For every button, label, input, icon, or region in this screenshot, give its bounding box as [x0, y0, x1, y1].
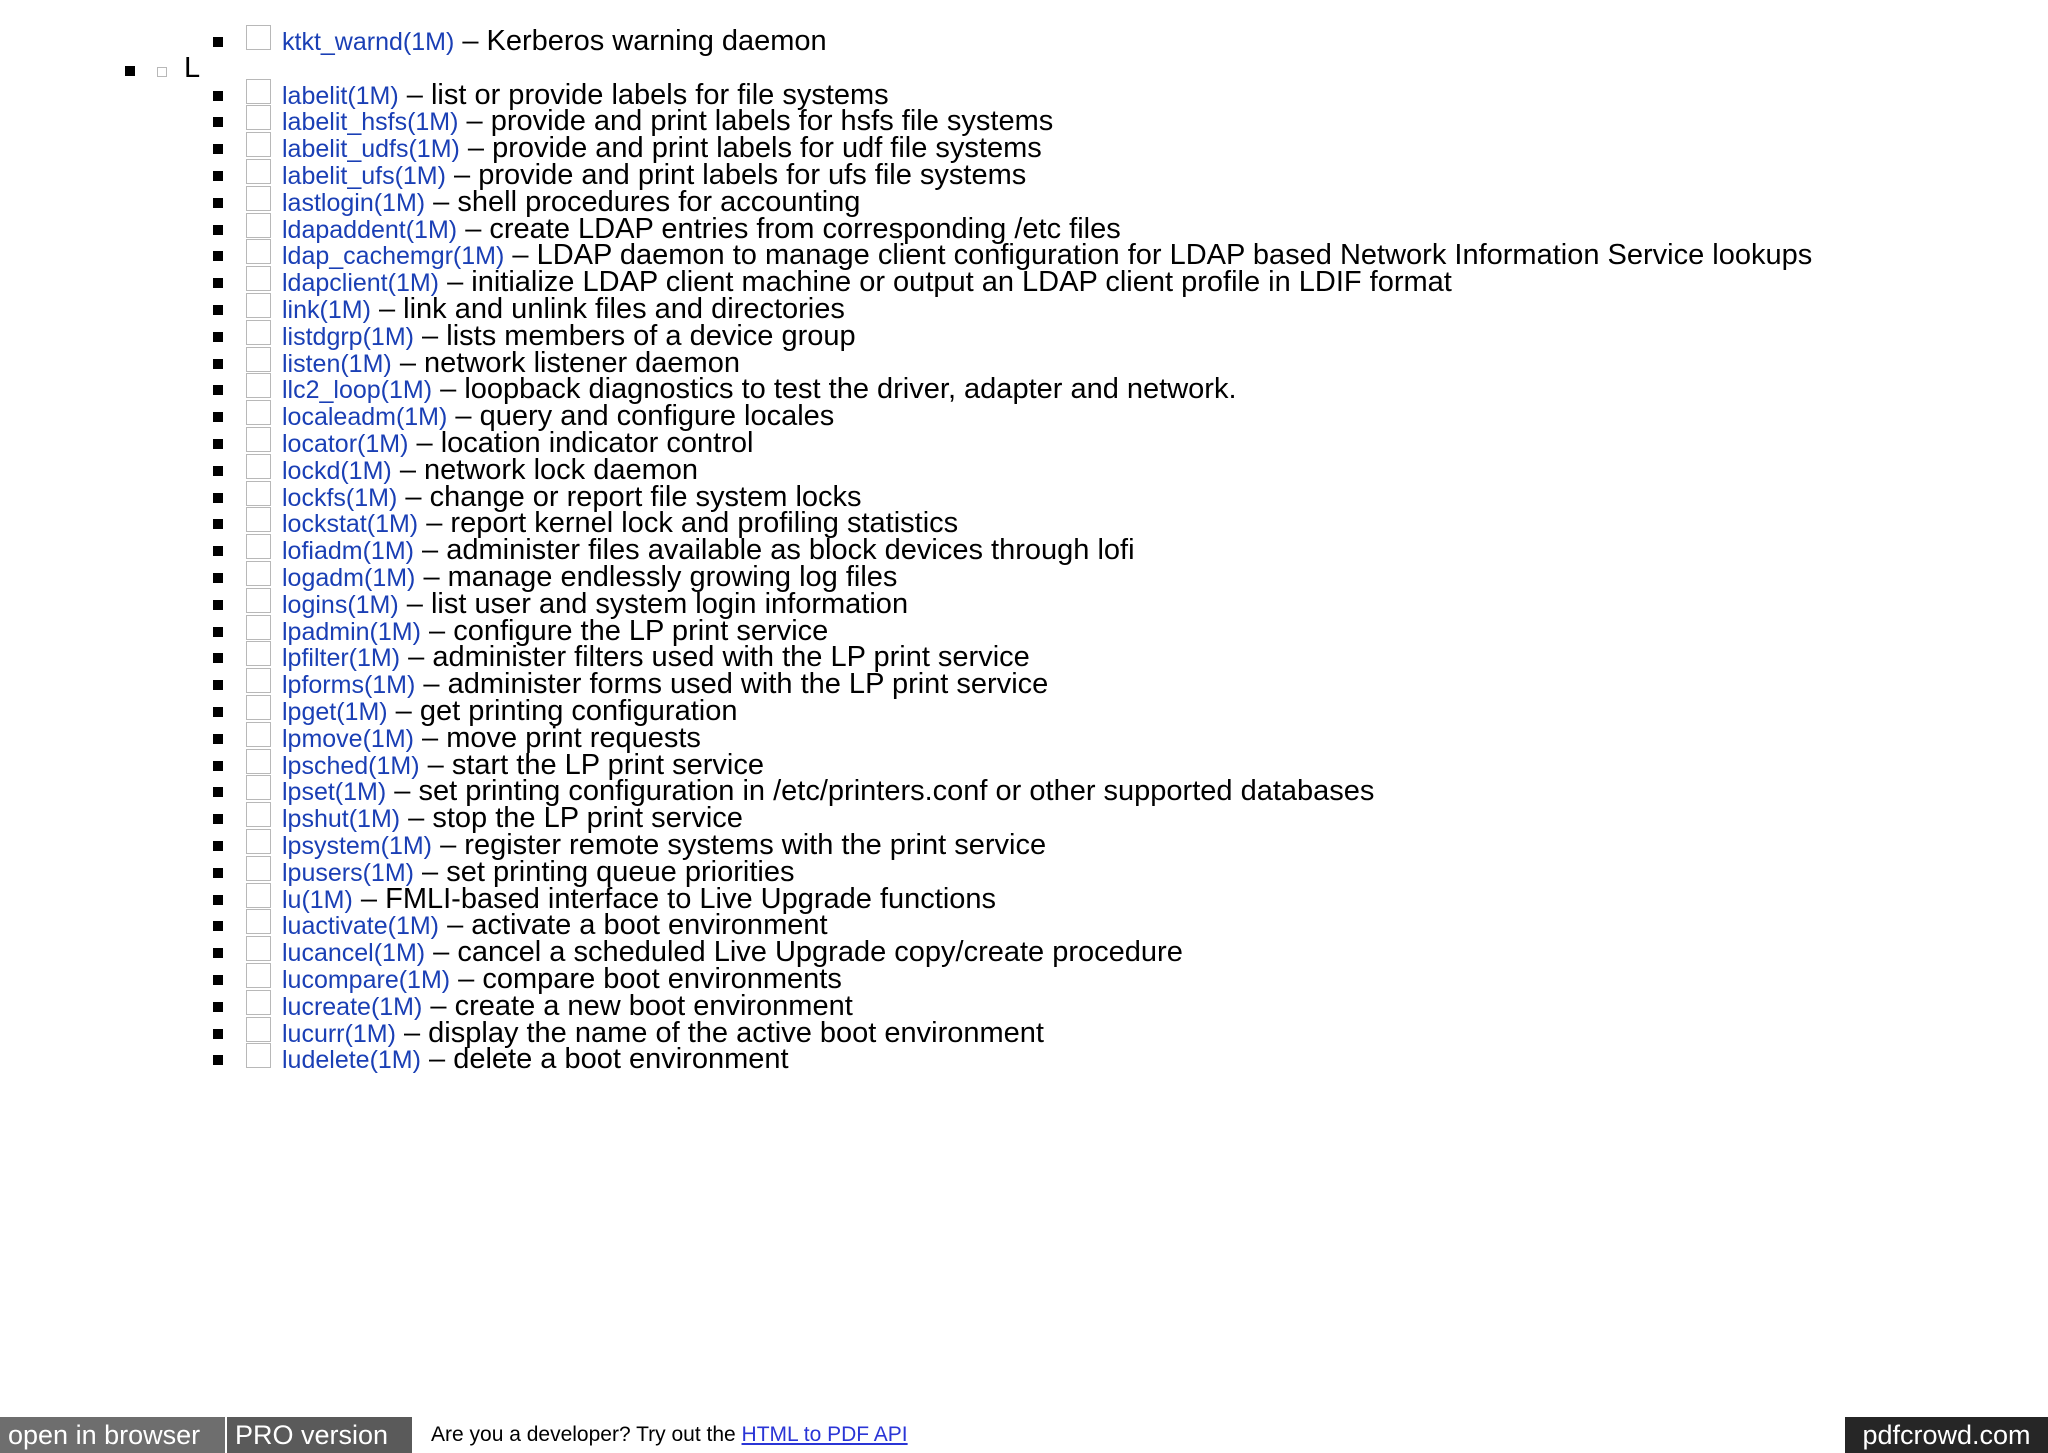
bullet-icon: [213, 1029, 223, 1039]
bullet-icon: [213, 787, 223, 797]
bullet-icon: [213, 546, 223, 556]
bullet-icon: [213, 117, 223, 127]
checkbox-icon: [246, 1017, 271, 1042]
checkbox-icon: [246, 239, 271, 264]
command-link[interactable]: lucurr(1M): [282, 1020, 396, 1048]
checkbox-icon: [246, 963, 271, 988]
bullet-icon: [213, 225, 223, 235]
checkbox-icon: [246, 481, 271, 506]
bullet-icon: [213, 573, 223, 583]
dash-separator: –: [433, 186, 450, 218]
command-link[interactable]: logadm(1M): [282, 564, 416, 592]
command-link[interactable]: lofiadm(1M): [282, 537, 414, 565]
dash-separator: –: [360, 883, 378, 915]
checkbox-icon: [246, 588, 271, 613]
bullet-icon: [213, 921, 223, 931]
command-link[interactable]: lu(1M): [282, 886, 353, 914]
dash-separator: –: [455, 400, 472, 432]
dash-separator: –: [405, 481, 422, 513]
command-link[interactable]: luactivate(1M): [282, 912, 439, 940]
bullet-icon: [213, 493, 223, 503]
checkbox-icon: [246, 1043, 271, 1068]
dash-separator: –: [433, 936, 450, 968]
checkbox-icon: [246, 105, 271, 130]
checkbox-icon: [246, 749, 271, 774]
dash-separator: –: [447, 266, 464, 298]
dash-separator: –: [403, 1017, 421, 1049]
checkbox-icon: [246, 641, 271, 666]
command-link[interactable]: locator(1M): [282, 430, 409, 458]
command-link[interactable]: lpforms(1M): [282, 671, 416, 699]
pdfcrowd-footer: [0, 1417, 2048, 1453]
command-link[interactable]: labelit_ufs(1M): [282, 162, 446, 190]
dash-separator: –: [422, 534, 439, 566]
command-link[interactable]: ldap_cachemgr(1M): [282, 242, 505, 270]
command-description: cancel a scheduled Live Upgrade copy/create procedure: [457, 936, 1183, 968]
command-link[interactable]: lpget(1M): [282, 698, 388, 726]
command-link[interactable]: lastlogin(1M): [282, 189, 426, 217]
bullet-icon: [213, 734, 223, 744]
command-link[interactable]: listdgrp(1M): [282, 323, 414, 351]
dash-separator: –: [408, 802, 425, 834]
html-to-pdf-api-link[interactable]: HTML to PDF API: [741, 1423, 908, 1446]
dash-separator: –: [447, 909, 464, 941]
dash-separator: –: [462, 25, 479, 57]
command-description: delete a boot environment: [453, 1043, 789, 1075]
dash-separator: –: [467, 132, 485, 164]
dash-separator: –: [430, 990, 447, 1022]
command-link[interactable]: link(1M): [282, 296, 371, 324]
checkbox-icon: [157, 67, 167, 77]
pdfcrowd-brand[interactable]: pdfcrowd.com: [1845, 1417, 2048, 1453]
command-description: administer forms used with the LP print service: [447, 668, 1049, 700]
command-link[interactable]: listen(1M): [282, 350, 392, 378]
bullet-icon: [213, 895, 223, 905]
dash-separator: –: [399, 454, 416, 486]
dash-separator: –: [440, 373, 457, 405]
checkbox-icon: [246, 320, 271, 345]
checkbox-icon: [246, 454, 271, 479]
command-description: administer filters used with the LP print service: [432, 641, 1030, 673]
command-link[interactable]: ktkt_warnd(1M): [282, 28, 455, 56]
command-link[interactable]: ldapclient(1M): [282, 269, 440, 297]
dash-separator: –: [422, 722, 439, 754]
command-link[interactable]: lockd(1M): [282, 457, 392, 485]
checkbox-icon: [246, 507, 271, 532]
command-link[interactable]: lockstat(1M): [282, 510, 419, 538]
dash-separator: –: [399, 347, 416, 379]
dash-separator: –: [429, 1043, 446, 1075]
list-item-content: [282, 24, 827, 60]
bullet-icon: [213, 439, 223, 449]
bullet-icon: [213, 251, 223, 261]
command-link[interactable]: lpadmin(1M): [282, 618, 421, 646]
dash-separator: –: [422, 856, 439, 888]
dash-separator: –: [454, 159, 471, 191]
command-description: location indicator control: [440, 427, 754, 459]
checkbox-icon: [246, 561, 271, 586]
bullet-icon: [213, 305, 223, 315]
checkbox-icon: [246, 534, 271, 559]
bullet-icon: [213, 653, 223, 663]
command-link[interactable]: lpshut(1M): [282, 805, 401, 833]
checkbox-icon: [246, 25, 271, 50]
checkbox-icon: [246, 668, 271, 693]
command-description: activate a boot environment: [471, 909, 828, 941]
command-description: manage endlessly growing log files: [447, 561, 898, 593]
command-link[interactable]: labelit(1M): [282, 82, 399, 110]
command-description: provide and print labels for hsfs file systems: [490, 105, 1054, 137]
dash-separator: –: [423, 561, 440, 593]
bullet-icon: [213, 948, 223, 958]
dash-separator: –: [395, 695, 412, 727]
command-link[interactable]: labelit_udfs(1M): [282, 135, 460, 163]
bullet-icon: [213, 600, 223, 610]
checkbox-icon: [246, 722, 271, 747]
dash-separator: –: [458, 963, 475, 995]
bullet-icon: [213, 707, 223, 717]
command-link[interactable]: lpusers(1M): [282, 859, 414, 887]
checkbox-icon: [246, 79, 271, 104]
dash-separator: –: [429, 615, 446, 647]
bullet-icon: [213, 37, 223, 47]
bullet-icon: [213, 385, 223, 395]
checkbox-icon: [246, 883, 271, 908]
dash-separator: –: [423, 668, 440, 700]
checkbox-icon: [246, 213, 271, 238]
dash-separator: –: [426, 507, 443, 539]
bullet-icon: [213, 332, 223, 342]
dash-separator: –: [422, 320, 439, 352]
bullet-icon: [213, 680, 223, 690]
bullet-icon: [213, 466, 223, 476]
command-description: configure the LP print service: [453, 615, 829, 647]
command-description: list user and system login information: [430, 588, 909, 620]
dash-separator: –: [440, 829, 457, 861]
developer-promo-text: [431, 1417, 908, 1453]
dash-separator: –: [465, 213, 482, 245]
command-link[interactable]: labelit_hsfs(1M): [282, 108, 459, 136]
command-link[interactable]: lucreate(1M): [282, 993, 423, 1021]
command-link[interactable]: ludelete(1M): [282, 1046, 421, 1074]
checkbox-icon: [246, 695, 271, 720]
command-description: shell procedures for accounting: [457, 186, 861, 218]
bullet-icon: [213, 91, 223, 101]
command-description: list or provide labels for file systems: [430, 79, 889, 111]
command-description: provide and print labels for udf file systems: [492, 132, 1042, 164]
command-description: link and unlink files and directories: [403, 293, 845, 325]
checkbox-icon: [246, 427, 271, 452]
checkbox-icon: [246, 615, 271, 640]
command-description: change or report file system locks: [429, 481, 862, 513]
command-description: get printing configuration: [419, 695, 738, 727]
checkbox-icon: [246, 186, 271, 211]
command-description: move print requests: [446, 722, 701, 754]
bullet-icon: [213, 144, 223, 154]
bullet-icon: [213, 171, 223, 181]
checkbox-icon: [246, 775, 271, 800]
checkbox-icon: [246, 159, 271, 184]
bullet-icon: [213, 627, 223, 637]
developer-promo-label: Are you a developer? Try out the: [431, 1423, 742, 1446]
bullet-icon: [213, 868, 223, 878]
command-link[interactable]: lucompare(1M): [282, 966, 451, 994]
command-link[interactable]: lockfs(1M): [282, 484, 398, 512]
command-description: create LDAP entries from corresponding /etc files: [489, 213, 1121, 245]
command-description: set printing configuration in /etc/printers.conf or other supported databases: [418, 775, 1375, 807]
dash-separator: –: [466, 105, 483, 137]
dash-separator: –: [406, 588, 423, 620]
checkbox-icon: [246, 266, 271, 291]
command-link[interactable]: ldapaddent(1M): [282, 216, 458, 244]
command-description: FMLI-based interface to Live Upgrade functions: [385, 883, 997, 915]
checkbox-icon: [246, 829, 271, 854]
command-description: network lock daemon: [424, 454, 699, 486]
bullet-icon: [213, 198, 223, 208]
checkbox-icon: [246, 373, 271, 398]
bullet-icon: [213, 412, 223, 422]
command-link[interactable]: llc2_loop(1M): [282, 376, 433, 404]
command-description: LDAP daemon to manage client configuration for LDAP based Network Information Service lookups: [536, 239, 1813, 271]
bullet-icon: [213, 278, 223, 288]
bullet-icon: [125, 66, 135, 76]
command-description: set printing queue priorities: [446, 856, 795, 888]
command-link[interactable]: lpfilter(1M): [282, 644, 401, 672]
dash-separator: –: [427, 749, 444, 781]
checkbox-icon: [246, 132, 271, 157]
command-description: initialize LDAP client machine or output an LDAP client profile in LDIF format: [471, 266, 1452, 298]
dash-separator: –: [408, 641, 425, 673]
checkbox-icon: [246, 802, 271, 827]
dash-separator: –: [378, 293, 396, 325]
command-description: lists members of a device group: [446, 320, 856, 352]
command-description: provide and print labels for ufs file systems: [478, 159, 1027, 191]
command-description: display the name of the active boot environment: [428, 1017, 1044, 1049]
dash-separator: –: [512, 239, 529, 271]
command-description: start the LP print service: [451, 749, 764, 781]
command-description: administer files available as block devices through lofi: [446, 534, 1135, 566]
bullet-icon: [213, 814, 223, 824]
checkbox-icon: [246, 293, 271, 318]
command-link[interactable]: lpsched(1M): [282, 752, 420, 780]
section-heading: L: [184, 52, 201, 84]
checkbox-icon: [246, 990, 271, 1015]
bullet-icon: [213, 1002, 223, 1012]
checkbox-icon: [246, 856, 271, 881]
checkbox-icon: [246, 400, 271, 425]
command-description: query and configure locales: [479, 400, 835, 432]
open-in-browser-button[interactable]: open in browser: [0, 1417, 225, 1453]
bullet-icon: [213, 761, 223, 771]
bullet-icon: [213, 975, 223, 985]
bullet-icon: [213, 359, 223, 369]
command-link[interactable]: logins(1M): [282, 591, 399, 619]
command-link[interactable]: localeadm(1M): [282, 403, 448, 431]
dash-separator: –: [416, 427, 433, 459]
bullet-icon: [213, 1055, 223, 1065]
pro-version-button[interactable]: PRO version: [227, 1417, 412, 1453]
checkbox-icon: [246, 936, 271, 961]
command-link[interactable]: lpmove(1M): [282, 725, 414, 753]
list-item-content: [282, 1042, 789, 1078]
command-link[interactable]: lucancel(1M): [282, 939, 426, 967]
command-description: report kernel lock and profiling statistics: [450, 507, 959, 539]
bullet-icon: [213, 519, 223, 529]
bullet-icon: [213, 841, 223, 851]
checkbox-icon: [246, 347, 271, 372]
checkbox-icon: [246, 909, 271, 934]
command-description: register remote systems with the print service: [464, 829, 1047, 861]
command-description: Kerberos warning daemon: [486, 25, 827, 57]
dash-separator: –: [406, 79, 423, 111]
command-link[interactable]: lpset(1M): [282, 778, 387, 806]
command-description: compare boot environments: [482, 963, 842, 995]
command-description: create a new boot environment: [454, 990, 853, 1022]
command-description: loopback diagnostics to test the driver, adapter and network.: [464, 373, 1237, 405]
dash-separator: –: [394, 775, 411, 807]
command-description: network listener daemon: [424, 347, 740, 379]
command-link[interactable]: lpsystem(1M): [282, 832, 433, 860]
command-description: stop the LP print service: [432, 802, 743, 834]
